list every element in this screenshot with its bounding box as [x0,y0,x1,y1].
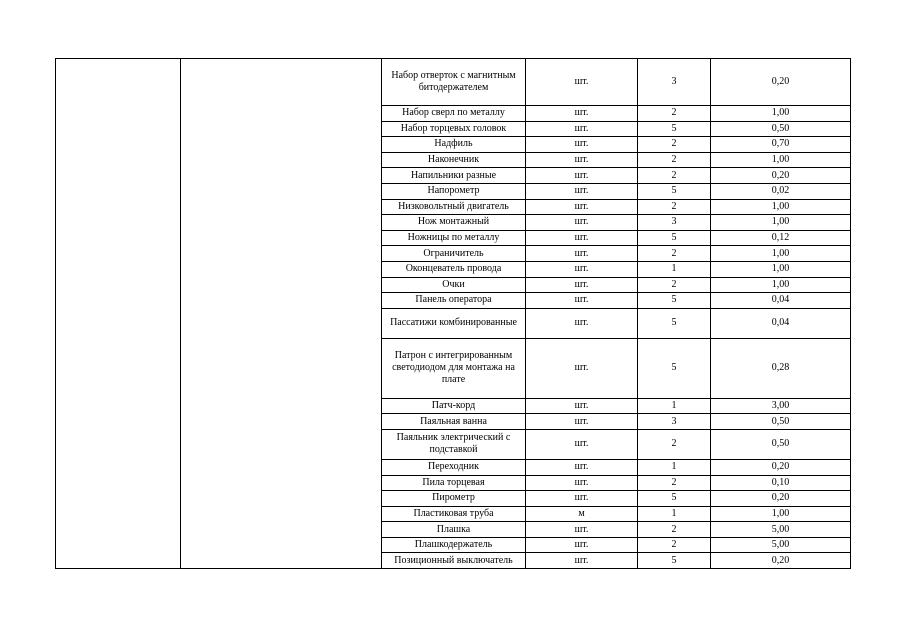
unit-cell: шт. [526,429,638,459]
value-cell: 0,04 [711,308,851,338]
item-name-cell: Пирометр [382,491,526,507]
item-name-cell: Пила торцевая [382,475,526,491]
quantity-cell: 5 [638,121,711,137]
empty-category-column [181,59,382,569]
quantity-cell: 2 [638,137,711,153]
unit-cell: шт. [526,553,638,569]
value-cell: 1,00 [711,246,851,262]
unit-cell: шт. [526,414,638,430]
quantity-cell: 1 [638,261,711,277]
item-name-cell: Низковольтный двигатель [382,199,526,215]
unit-cell: шт. [526,308,638,338]
quantity-cell: 5 [638,553,711,569]
quantity-cell: 5 [638,338,711,398]
item-name-cell: Плашкодержатель [382,537,526,553]
value-cell: 1,00 [711,152,851,168]
unit-cell: шт. [526,459,638,475]
item-name-cell: Позиционный выключатель [382,553,526,569]
unit-cell: шт. [526,59,638,106]
item-name-cell: Пластиковая труба [382,506,526,522]
item-name-cell: Переходник [382,459,526,475]
value-cell: 5,00 [711,537,851,553]
value-cell: 3,00 [711,398,851,414]
value-cell: 1,00 [711,506,851,522]
item-name-cell: Ограничитель [382,246,526,262]
item-name-cell: Ножницы по металлу [382,230,526,246]
item-name-cell: Оконцеватель провода [382,261,526,277]
unit-cell: шт. [526,293,638,309]
item-name-cell: Набор отверток с магнитным битодержателем [382,59,526,106]
value-cell: 0,20 [711,168,851,184]
value-cell: 0,50 [711,121,851,137]
quantity-cell: 5 [638,293,711,309]
unit-cell: шт. [526,215,638,231]
value-cell: 0,70 [711,137,851,153]
quantity-cell: 5 [638,308,711,338]
unit-cell: шт. [526,246,638,262]
value-cell: 0,20 [711,459,851,475]
item-name-cell: Плашка [382,522,526,538]
item-name-cell: Надфиль [382,137,526,153]
unit-cell: шт. [526,491,638,507]
unit-cell: шт. [526,152,638,168]
quantity-cell: 1 [638,398,711,414]
value-cell: 1,00 [711,199,851,215]
quantity-cell: 2 [638,152,711,168]
unit-cell: шт. [526,137,638,153]
unit-cell: шт. [526,522,638,538]
value-cell: 0,04 [711,293,851,309]
unit-cell: шт. [526,183,638,199]
unit-cell: шт. [526,168,638,184]
unit-cell: шт. [526,230,638,246]
item-name-cell: Наконечник [382,152,526,168]
value-cell: 0,12 [711,230,851,246]
quantity-cell: 5 [638,230,711,246]
item-name-cell: Панель оператора [382,293,526,309]
value-cell: 1,00 [711,277,851,293]
value-cell: 5,00 [711,522,851,538]
value-cell: 0,20 [711,553,851,569]
item-name-cell: Набор сверл по металлу [382,106,526,122]
value-cell: 1,00 [711,215,851,231]
value-cell: 0,28 [711,338,851,398]
unit-cell: шт. [526,106,638,122]
item-name-cell: Патрон с интегрированным светодиодом для монтажа на плате [382,338,526,398]
quantity-cell: 2 [638,475,711,491]
value-cell: 0,10 [711,475,851,491]
quantity-cell: 2 [638,277,711,293]
item-name-cell: Пассатижи комбинированные [382,308,526,338]
quantity-cell: 1 [638,506,711,522]
quantity-cell: 2 [638,199,711,215]
unit-cell: шт. [526,537,638,553]
value-cell: 1,00 [711,261,851,277]
unit-cell: шт. [526,199,638,215]
value-cell: 0,02 [711,183,851,199]
unit-cell: шт. [526,338,638,398]
item-name-cell: Патч-корд [382,398,526,414]
quantity-cell: 2 [638,168,711,184]
equipment-table-body [56,59,851,569]
quantity-cell: 2 [638,106,711,122]
value-cell: 0,50 [711,429,851,459]
value-cell: 0,20 [711,491,851,507]
value-cell: 0,20 [711,59,851,106]
empty-number-column [56,59,181,569]
quantity-cell: 3 [638,215,711,231]
equipment-table [55,58,851,569]
item-name-cell: Паяльник электрический с подставкой [382,429,526,459]
value-cell: 1,00 [711,106,851,122]
table-row [56,59,851,106]
item-name-cell: Паяльная ванна [382,414,526,430]
quantity-cell: 2 [638,522,711,538]
value-cell: 0,50 [711,414,851,430]
item-name-cell: Напорометр [382,183,526,199]
item-name-cell: Очки [382,277,526,293]
quantity-cell: 2 [638,537,711,553]
unit-cell: шт. [526,121,638,137]
quantity-cell: 3 [638,59,711,106]
quantity-cell: 3 [638,414,711,430]
item-name-cell: Нож монтажный [382,215,526,231]
unit-cell: шт. [526,475,638,491]
quantity-cell: 2 [638,429,711,459]
quantity-cell: 5 [638,183,711,199]
item-name-cell: Набор торцевых головок [382,121,526,137]
unit-cell: м [526,506,638,522]
unit-cell: шт. [526,261,638,277]
quantity-cell: 1 [638,459,711,475]
unit-cell: шт. [526,277,638,293]
unit-cell: шт. [526,398,638,414]
quantity-cell: 5 [638,491,711,507]
quantity-cell: 2 [638,246,711,262]
item-name-cell: Напильники разные [382,168,526,184]
